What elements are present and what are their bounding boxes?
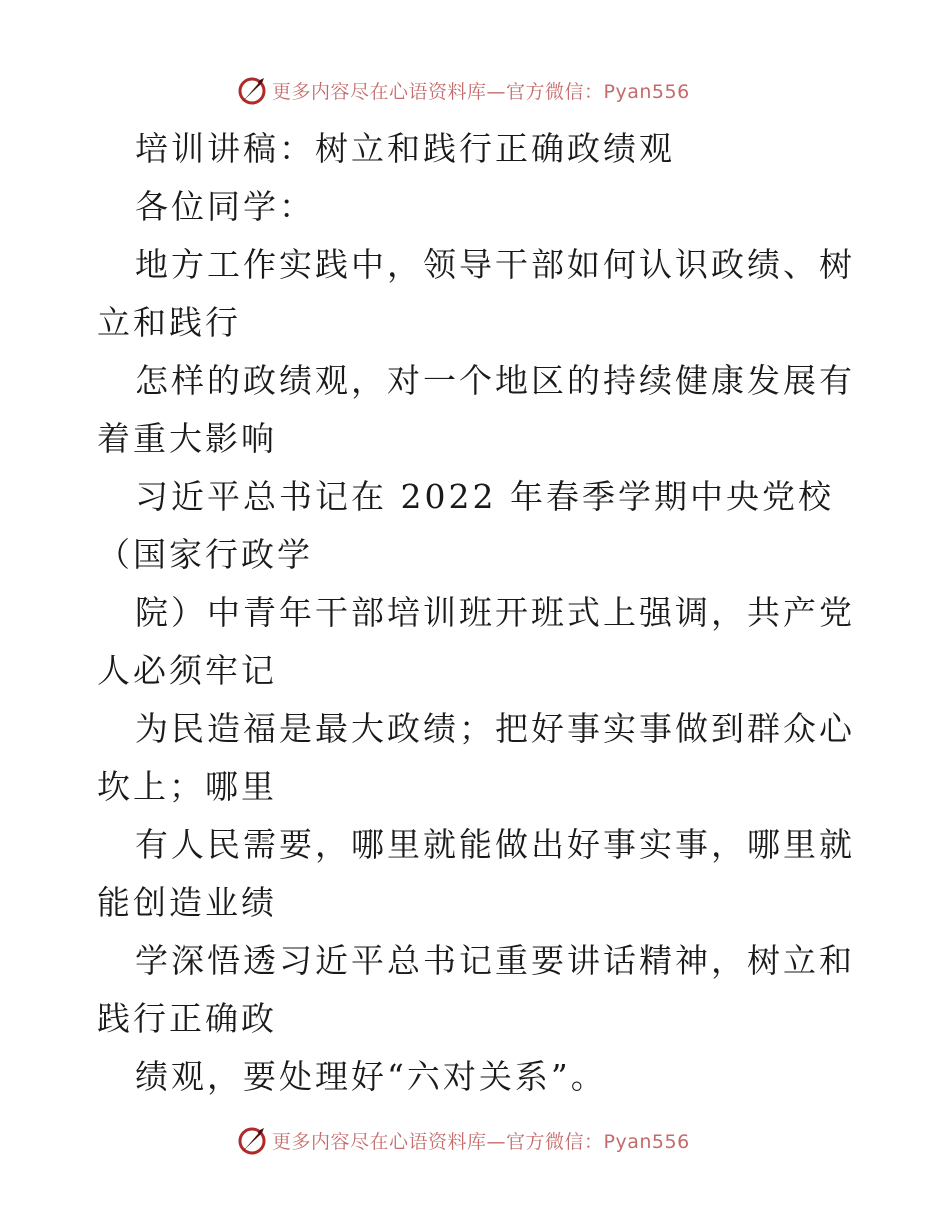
feather-pen-logo-icon	[236, 1124, 268, 1156]
footer-watermark-banner	[236, 1123, 690, 1157]
paragraph-4: 院）中青年干部培训班开班式上强调，共产党人必须牢记	[97, 593, 855, 690]
salutation: 各位同学：	[135, 187, 315, 226]
document-title: 培训讲稿：树立和践行正确政绩观	[135, 129, 675, 168]
banner-text: 更多内容尽在心语资料库—官方微信：Pyan556	[272, 1130, 690, 1153]
feather-pen-logo-icon	[236, 74, 268, 106]
paragraph-2: 怎样的政绩观，对一个地区的持续健康发展有着重大影响	[97, 361, 855, 458]
document-body	[97, 120, 857, 1106]
paragraph-5: 为民造福是最大政绩；把好事实事做到群众心坎上；哪里	[97, 709, 855, 806]
banner-text: 更多内容尽在心语资料库—官方微信：Pyan556	[272, 80, 690, 103]
header-watermark-banner	[236, 73, 690, 107]
paragraph-8: 绩观，要处理好“六对关系”。	[135, 1057, 607, 1096]
paragraph-6: 有人民需要，哪里就能做出好事实事，哪里就能创造业绩	[97, 825, 855, 922]
paragraph-1: 地方工作实践中，领导干部如何认识政绩、树立和践行	[97, 245, 855, 342]
paragraph-3: 习近平总书记在 2022 年春季学期中央党校（国家行政学	[97, 477, 834, 574]
paragraph-7: 学深悟透习近平总书记重要讲话精神，树立和践行正确政	[97, 941, 855, 1038]
